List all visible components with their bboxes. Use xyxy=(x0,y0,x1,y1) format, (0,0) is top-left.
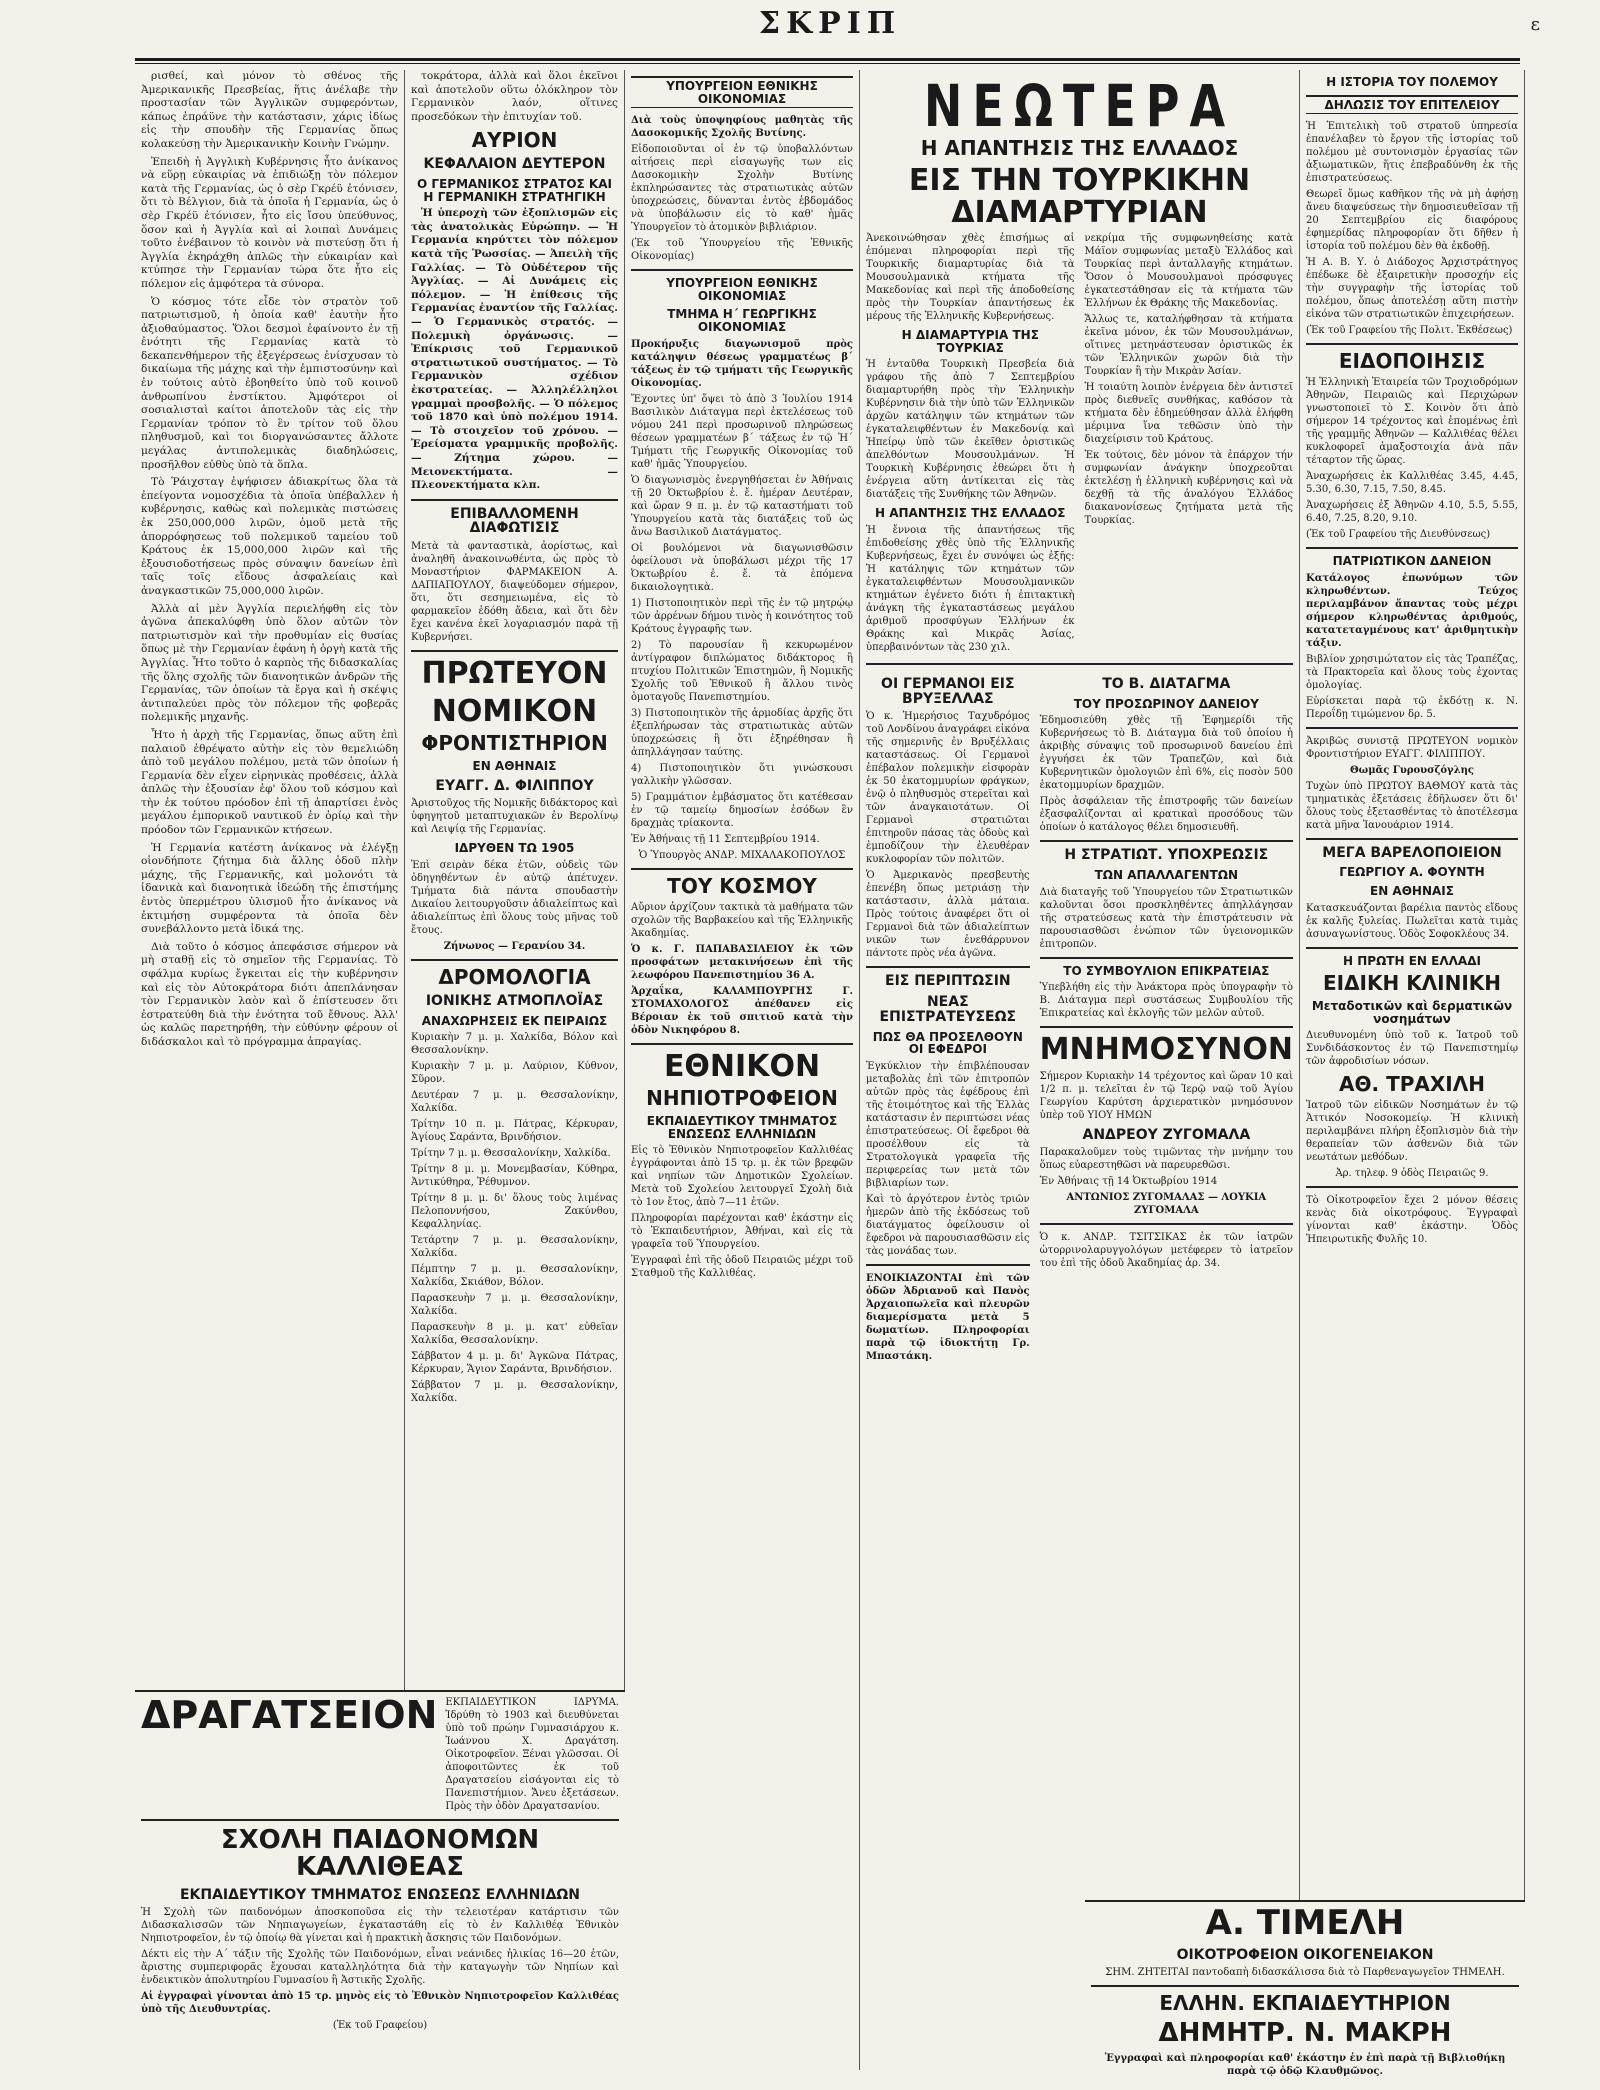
article-text: Τὸ Ῥάιχσταγ ἐψήφισεν ἀδιακρίτως ὅλα τὰ ἐπείγοντα νομοσχέδια τὰ ὁποῖα ὑπέβαλλεν ἡ κυβέρνησις, καθὼς καὶ πολεμικὰς πιστώσεις ἐκ 250,000,000 λιρῶν, ὁμοῦ μετὰ τῆς ἀπορρόφησεως τοῦ πολεμικοῦ ταμείου τοῦ Κράτους ἐκ 15,000,000 λιρῶν καὶ τῆς ἐξουσιοδοτήσεως πρὸς σύναψιν δανείων ἐπὶ ταῖς τοῖς εἴδους ἀσφαλείαις καὶ ἀναγκαστικῶν 75,000,000 λιρῶν. xyxy=(141,476,398,597)
divider xyxy=(1040,1223,1293,1225)
headline-notice: ΕΙΔΟΠΟΙΗΣΙΣ xyxy=(1338,349,1486,374)
divider xyxy=(866,663,1293,665)
route-item: Σάββατον 7 μ. μ. Θεσσαλονίκην, Χαλκίδα. xyxy=(411,1380,618,1405)
divider xyxy=(1306,343,1518,345)
headline-cases-2: ΝΕΑΣ ΕΠΙΣΤΡΑΤΕΥΣΕΩΣ xyxy=(879,994,1017,1025)
headline-law: ΝΟΜΙΚΟΝ xyxy=(431,693,598,729)
history-text: Ἡ Α. Β. Υ. ὁ Διάδοχος Ἀρχιστράτηγος ἐπέδωκε δὲ ἐξαιρετικὴν προσοχήν εἰς τὴν συγγραφὴν τῆς ἱστορίας τοῦ πολέμου, ὅπως ἀποτελέσῃ αὕτη πιστὴν εἰκόνα τῶν στρατιωτικῶν ἐπιχειρήσεων. xyxy=(1306,257,1518,321)
article-text: Ἐπειδὴ ἡ Ἀγγλικὴ Κυβέρνησις ἦτο ἀνίκανος νὰ εὕρῃ εὐκαιρίας νὰ ἐπιδιώξῃ τὸν πόλεμον κατὰ τῆς Γερμανίας, ὡς ὁ σὲρ Γκρέϋ ἐτόνισεν, ὅτι τὸ Βέλγιον, διὰ τὰ ὁποῖα ἡ Γερμανία, ὡς ὁ σὲρ Γκρέϋ ἐτόνισεν, ἦτο εἰς ἴσου ὑπεύθυνος, ὅσον καὶ ἡ Ἀγγλία καὶ αἱ λοιπαὶ Δυνάμεις τοῦτο ἐνέβαινον τὸ κοινὸν νὰ πιστεύσῃ ὅτι ἡ Ἀγγλία ἐκηράχθη ἀπλῶς τὴν εὐκαιρίαν καὶ κτύπησε τὴν Γερμανίαν τώρα ὅτε ἦτο εἰς πόλεμον εἰς ἀμφότερα τὰ σύνορα. xyxy=(141,155,398,290)
two-column-block xyxy=(866,232,1293,657)
headline-correction: ΕΠΙΒΑΛΛΟΜΕΝΗ ΔΙΑΦΩΤΙΣΙΣ xyxy=(450,505,579,537)
route-item: Παρασκευὴν 7 μ. μ. Θεσσαλονίκην, Χαλκίδα. xyxy=(411,1293,618,1318)
headline-subtitle: Ο ΓΕΡΜΑΝΙΚΟΣ ΣΤΡΑΤΟΣ ΚΑΙ Η ΓΕΡΜΑΝΙΚΗ ΣΤΡΑΤΗΓΙΚΗ xyxy=(417,177,612,204)
article-text: Ὁ κόσμος τότε εἶδε τὸν στρατὸν τοῦ πατριωτισμοῦ, ἡ ὁποία καθ' ἑαυτὴν ἦτο ἀξιοθαύμαστος. Ὅλοι δεσμοὶ ἐφαίνοντο ἐν τῇ ἐνότητι τῆς Γερμανίας κατὰ τὸ δεκαπενθήμερον τῆς ἐξεγέρσεως ἐνίσχυσαν τὸ δικαίωμα τῆς μάχης καὶ τὴν ἐμπιστοσύνην καὶ ἐν τούτοις αὐτὸ ἐβοηθείτο ὑπὸ τοῦ κοινοῦ ἀνθρωπίνου ἐνστίκτου. Ἀμφότεροι οἱ σοσιαλισταὶ καίτοι ἀποτελοῦν τὰς εἰς τὴν Γερμανίαν τρόπον τὸ ἓν τρίτον τοῦ ὅλου πληθυσμοῦ, καὶ τοι διοργανώσαντες ἄλλοτε μεγάλας ἀντιπολεμικὰς διαδηλώσεις, προσῆλθον εὐθὺς ὑπὸ τὰ ὅπλα. xyxy=(141,295,398,471)
subcolumn-right xyxy=(1085,232,1294,657)
article-text: ρισθεί, καὶ μόνον τὸ σθένος τῆς Ἀμερικανικῆς Πρεσβείας, ἥτις ἀνέλαβε τὴν προστασίαν τῶν Ἀγγλικῶν συμφερόντων, κάπως ἐπράϋνε τὴν κατάστασιν, χάρις ἰδίως εἰς τὴν σπουδὴν τῆς Γερμανίας ὅπως κολακεύσῃ τὴν Ἀμερικανικὴν Κοινὴν Γνώμην. xyxy=(141,70,398,150)
kallithea-text: (Ἐκ τοῦ Γραφείου) xyxy=(332,2020,428,2032)
ministry-text: Οἱ βουλόμενοι νὰ διαγωνισθῶσιν ὀφείλουσι νὰ ὑποβάλωσι μέχρι τῆς 17 Ὀκτωβρίου ἐ. ἔ. τὰ ἑπόμενα δικαιολογητικὰ. xyxy=(631,542,853,593)
headline-clinic: Η ΠΡΩΤΗ ΕΝ ΕΛΛΑΔΙ xyxy=(1343,953,1481,968)
divider xyxy=(631,269,853,271)
history-text: Ἡ Ἐπιτελικὴ τοῦ στρατοῦ ὑπηρεσία ἐπανέλαβεν τὸ ἔργον τῆς ἱστορίας τοῦ πολέμου μὲ συντονισμὸν ἐργασίας τῶν ἀξιωματικῶν, ἥτις ἐπεβραδύνθη ἐκ τῆς ἐπιστρατεύσεως. xyxy=(1306,121,1518,185)
ministry-text: Προκήρυξις διαγωνισμοῦ πρὸς κατάληψιν θέσεως γραμματέως β΄ τάξεως ἐν τῷ τμήματι τῆς Γεωργικῆς Οἰκονομίας. xyxy=(631,338,853,389)
headline-athens: ΕΝ ΑΘΗΝΑΙΣ xyxy=(472,759,557,774)
headline-council: ΤΟ ΣΥΜΒΟΥΛΙΟΝ ΕΠΙΚΡΑΤΕΙΑΣ xyxy=(1063,963,1270,978)
headline-loan: ΠΑΤΡΙΩΤΙΚΟΝ ΔΑΝΕΙΟΝ xyxy=(1332,554,1492,569)
divider xyxy=(411,959,618,961)
makri-text: Ἐγγραφαὶ καὶ πληροφορίαι καθ' ἑκάστην ἐν ἐπὶ παρὰ τῇ Βιβλιοθήκῃ παρὰ τῷ ὁδῷ Κλαυθμῶνος. xyxy=(1104,2052,1506,2077)
notice-text: Ἡ Ἑλληνικὴ Ἑταιρεία τῶν Τροχιοδρόμων Ἀθηνῶν, Πειραιῶς καὶ Περιχώρων γνωστοποιεῖ τὸ Σ. Κοινὸν ὅτι ἀπὸ σήμερον 14 τρέχοντος καὶ ἑπομένως ἐπὶ τῆς γραμμῆς Ἀθηνῶν — Καλλιθέας θέλει κυκλοφορεῖ ἁμαξοστοιχία ἀνὰ πᾶν τέταρτον τῆς ὥρας. xyxy=(1306,377,1518,467)
reply-text: Ἡ ἔννοια τῆς ἀπαντήσεως τῆς ἐπιδοθείσης χθὲς ὑπὸ τῆς Ἑλληνικῆς Κυβερνήσεως, ἔχει ἐν συνόψει ὡς ἑξῆς: Ἡ κατάληψις τῶν κτημάτων τῶν ἐγκαταλειφθέντων Μουσουλμανικῶν κτημάτων ἐγένετο διότι ἡ ἐπιτακτικὴ ἀνάγκη τῆς ἐγκαταστάσεως μεγάλου ἀριθμοῦ προσφύγων Ἑλλήνων ἐκ Θράκης καὶ Μικρᾶς Ἀσίας, ὑπερβαινόντων τὰς 230 χιλ. xyxy=(866,525,1075,654)
ministry-text: Ἔχοντες ὑπ' ὄψει τὸ ἀπὸ 3 Ἰουλίου 1914 Βασιλικὸν Διάταγμα περὶ ἐκτελέσεως τοῦ νόμου 241 περὶ προσωρινοῦ πληρώσεως θέσεων γραμματέων β΄ τάξεως ἐν τῷ Ἡ΄ Τμήματι τῆς Γεωργικῆς Οἰκονομίας τοῦ καθ' ἡμᾶς Ὑπουργείου. xyxy=(631,393,853,470)
subcolumn-left xyxy=(866,232,1075,657)
article-text: Ἡ Γερμανία κατέστη ἀνίκανος νὰ ἐλέγξῃ οἱονδήποτε ζήτημα διὰ ἄλλης ὁδοῦ πλὴν μάχης, τῆς Γερμανικῆς, καὶ μολονότι τὰ ἰδανικὰ καὶ διανοητικὰ ἰδεώδη τῆς ἐπιστήμης ἐντὸς ὑπερμέτρου ὑλισμοῦ ἦτο ἀνίκανος νὰ ἐκτιμήσῃ συμφέροντα τὰ ὁποῖα δὲν συνεβάλλοντο μετὰ ἰδικά της. xyxy=(141,841,398,936)
loan-text: Εὑρίσκεται παρὰ τῷ ἐκδότῃ κ. Ν. Περοΐδῃ τιμώμενον δρ. 5. xyxy=(1306,695,1518,720)
subcolumn-right xyxy=(1040,671,1293,1366)
wine-text: Κατασκευάζονται βαρέλια παντὸς εἴδους ἐκ καλῆς ξυλείας. Πωλεῖται κατὰ τιμὰς ἀσυναγωνίστους. Ὁδὸς Σοφοκλέους 34. xyxy=(1306,902,1518,940)
article-text: Ἀλλὰ αἱ μὲν Ἀγγλία περιελήφθη εἰς τὸν ἀγῶνα ἀπεκαλύφθη ὑπὸ ὅλον αὐτῶν τὸν πατριωτισμὸν καὶ τὴν προθυμίαν εἰς θυσίας ὅπως μὲ τὴν Γερμανίαν ἐφάνη ἡ ὀργὴ κατὰ τῆς Ἀγγλίας. Ἦτο τοῦτο ὁ καρπὸς τῆς διδασκαλίας τῆς ὅλης σχολῆς τῶν διανοητικῶν ἀνδρῶν τῆς Γερμανίας, τῶν ὁποίων τὰ ἔργα καὶ ἡ σκέψις ἀντιπαλεύει πρὸς τὸν πόλεμον τῆς φοβερᾶς πολεμικῆς μηχανῆς. xyxy=(141,602,398,724)
page-mark: ε xyxy=(1530,14,1540,35)
memorial-name: ΑΝΔΡΕΟΥ ΖΥΓΟΜΑΛΑ xyxy=(1082,1126,1251,1143)
headline-decree-2: ΤΟΥ ΠΡΟΣΩΡΙΝΟΥ ΔΑΝΕΙΟΥ xyxy=(1073,696,1259,711)
divider xyxy=(1040,840,1293,842)
headline-decree: ΤΟ Β. ΔΙΑΤΑΓΜΑ xyxy=(1102,676,1231,693)
germans-text: Ὁ κ. Ἡμερήσιος Ταχυδρόμος τοῦ Λονδίνου ἀναγράφει εἰκόνα τῆς σημερινῆς ἐν Βρυξέλλαις καταστάσεως. Οἱ Γερμανοὶ ἐπέβαλον πολεμικὴν εἰσφορὰν ἐκ 50 ἑκατομμυρίων φράγκων, ἐνῷ ὁ πληθυσμὸς στερεῖται καὶ τῶν ἀναγκαιοτάτων. Οἱ Γερμανοὶ στρατιῶται ἐπιτηροῦν πάσας τὰς ὁδοὺς καὶ ἐμποδίζουν τὴν ἐλευθέραν κυκλοφορίαν τῶν πολιτῶν. xyxy=(866,711,1030,866)
clinic-text: Ἀρ. τηλεφ. 9 ὁδὸς Πειραιῶς 9. xyxy=(1335,1168,1489,1180)
pupil-text: Τυχὼν ὑπὸ ΠΡΩΤΟΥ ΒΑΘΜΟΥ κατὰ τὰς τμηματικὰς ἐξετάσεις ἐδῆλωσεν ὅτι δι' ὅλους τοὺς ἐξετασθέντας τὸ ἀποτέλεσμα κατὰ μῆνα Ἰανουάριον 1914. xyxy=(1306,780,1518,831)
kallithea-text: Αἱ ἐγγραφαὶ γίνονται ἀπὸ 15 τρ. μηνὸς εἰς τὸ Ἐθνικὸν Νηπιοτροφεῖον Καλλιθέας ὑπὸ τῆς Διευθυντρίας. xyxy=(141,1991,619,2016)
ministry-text: (Ἐκ τοῦ Ὑπουργείου τῆς Ἐθνικῆς Οἰκονομίας) xyxy=(631,238,853,263)
headline-wine: ΜΕΓΑ ΒΑΡΕΛΟΠΟΙΕΙΟΝ xyxy=(1322,844,1502,861)
masthead-rule-thin xyxy=(135,63,1520,64)
headline-kallithea-2: ΕΚΠΑΙΔΕΥΤΙΚΟΥ ΤΜΗΜΑΤΟΣ ΕΝΩΣΕΩΣ ΕΛΛΗΝΙΔΩΝ xyxy=(179,1886,581,1903)
nursery-text: Εἰς τὸ Ἐθνικὸν Νηπιοτροφεῖον Καλλιθέας ἐγγράφονται ἀπὸ 15 τρ. μ. ἐκ τῶν βρεφῶν καὶ νηπίων τῶν Δημοτικῶν Σχολείων. Μετὰ τοῦ Σχολείου λειτουργεῖ Σχολὴ διὰ τὸ 1ον ἔτος, ἀπὸ 7—11 ἐτῶν. xyxy=(631,1145,853,1209)
column-5 xyxy=(1300,70,1525,2070)
headline-company: ΙΟΝΙΚΗΣ ΑΤΜΟΠΛΟΪΑΣ xyxy=(425,992,604,1009)
divider xyxy=(1306,947,1518,949)
school-address: Ζήνωνος — Γερανίου 34. xyxy=(443,940,586,952)
route-item: Τρίτην 8 μ. μ. δι' ὅλους τοὺς λιμένας Πελοποννήσου, Ζακύνθου, Κεφαλληνίας. xyxy=(411,1193,618,1231)
divider xyxy=(866,1264,1030,1266)
divider xyxy=(866,966,1030,968)
headline-history-2: ΔΗΛΩΣΙΣ ΤΟΥ ΕΠΙΤΕΛΕΙΟΥ xyxy=(1306,95,1518,115)
ministry-text: 3) Πιστοποιητικὸν τῆς ἁρμοδίας ἀρχῆς ὅτι ἐξεπλήρωσαν τὰς στρατιωτικὰς αὐτῶν ὑποχρεώσεις ἢ ὅτι ἐξηρέθησαν ἢ ἀπηλλάγησαν ταύτης. xyxy=(631,707,853,758)
headline-chapter: ΚΕΦΑΛΑΙΟΝ ΔΕΥΤΕΡΟΝ xyxy=(423,156,606,173)
ministry-text: 4) Πιστοποιητικὸν ὅτι γινώσκουσι γαλλικὴν γλῶσσαν. xyxy=(631,762,853,787)
route-item: Τρίτην 7 μ. μ. Θεσσαλονίκην, Χαλκίδα. xyxy=(411,1148,611,1160)
headline-history: Η ΙΣΤΟΡΙΑ ΤΟΥ ΠΟΛΕΜΟΥ xyxy=(1326,75,1498,89)
nursery-text: Πληροφορίαι παρέχονται καθ' ἑκάστην εἰς τὸ Ἐκπαιδευτήριον, Ἀθήναι, καὶ εἰς τὰ γραφεῖα τοῦ Ὑπουργείου. xyxy=(631,1213,853,1251)
pupil-signature: Θωμᾶς Γυρουσζόγλης xyxy=(1349,764,1475,776)
divider xyxy=(631,868,853,870)
headline-thymeli: Α. ΤΙΜΕΛΗ xyxy=(1205,1903,1405,1943)
headline-school: ΦΡΟΝΤΙΣΤΗΡΙΟΝ xyxy=(421,731,608,756)
divider xyxy=(1306,547,1518,549)
headline-protest: Η ΔΙΑΜΑΡΤΥΡΙΑ ΤΗΣ ΤΟΥΡΚΙΑΣ xyxy=(901,328,1039,355)
headline-makri-2: ΔΗΜΗΤΡ. Ν. ΜΑΚΡΗ xyxy=(1158,2018,1452,2049)
headline-section: ΤΜΗΜΑ Η΄ ΓΕΩΡΓΙΚΗΣ ΟΙΚΟΝΟΜΙΑΣ xyxy=(667,307,817,334)
route-item: Δευτέραν 7 μ. μ. Θεσσαλονίκην, Χαλκίδα. xyxy=(411,1090,618,1115)
headline-latest: ΝΕΩΤΕΡΑ xyxy=(923,72,1236,140)
article-text: Διὰ τοῦτο ὁ κόσμος ἀπεφάσισε σήμερον νὰ μὴ σταθῇ εἰς τὸ σημεῖον τῆς Γερμανίας. Τὸ σφάλμα κυρίως ἔγκειται εἰς τὴν κυβέρνησιν καὶ εἰς τὸν Αὐτοκράτορα διότι ἀπεπλάνησαν τὸν Γερμανικὸν λαὸν καὶ ὅ ἐπίστευσεν ὅτι ἐστρατεύθη διὰ τὴν ἑνότητα τοῦ ἔθνους. Ἀλλ' ὡς καλῶς παρετηρήθη, τὴν εὐθύνην φέρουν οἱ διδάσκαλοι καὶ τὸ πρόγραμμα ἀπραγίας. xyxy=(141,940,398,1048)
divider xyxy=(1091,1985,1519,1987)
divider xyxy=(1306,838,1518,840)
cases-text: Ἐγκύκλιον τὴν ἐπιβλέπουσαν μεταβολὰς ἐπὶ τῶν ἐπιτροπῶν αὐτῶν πρὸς τὰς ἐφέδρους ἐπὶ τῆς ἑτοιμότητος καὶ τῆς Ἐλλὰς κατάστασιν ἐν περιπτώσει νέας ἐπιστρατεύσεως. Οἱ ἔφεδροι θὰ προσέλθουν εἰς τὰ Στρατολογικὰ γραφεῖα τῆς περιφερείας των μετὰ τῶν βιβλιαρίων των. xyxy=(866,1060,1030,1189)
divider xyxy=(411,499,618,501)
memorial-text: Ἐν Ἀθήναις τῇ 14 Ὀκτωβρίου 1914 xyxy=(1039,1176,1218,1188)
decree-text: Πρὸς ἀσφάλειαν τῆς ἐπιστροφῆς τῶν δανείων ἐξασφαλίζονται αἱ κρατικαὶ προσόδους τῶν ὁποίων ὁ κατάλογος θέλει δημοσιευθῆ. xyxy=(1039,796,1293,834)
headline-nursery: ΝΗΠΙΟΤΡΟΦΕΙΟΝ xyxy=(646,1086,838,1111)
route-item: Σάββατον 4 μ. μ. δι' Ἀγκῶνα Πάτρας, Κέρκυραν, Ἅγιον Σαράντα, Βρινδήσιον. xyxy=(411,1351,618,1376)
school-text: Ἀριστοῦχος τῆς Νομικῆς διδάκτορος καὶ ὑφηγητοῦ μεταπτυχιακῶν ἐν Βερολίνῳ καὶ Λειψίᾳ τῆς Γερμανίας. xyxy=(411,798,618,836)
school-text: Ἐπὶ σειρὰν δέκα ἐτῶν, οὐδεὶς τῶν ὁδηγηθέντων ἐν αὐτῷ ἀπέτυχεν. Τμήματα διὰ πάντα σπουδαστὴν Δικαίου λειτουργοῦσιν ἀδιαλείπτως καὶ ἀδιαλείπτως ἐπὶ ὅλους τοὺς μῆνας τοῦ ἔτους. xyxy=(411,859,618,936)
headline-cases-3: ΠΩΣ ΘΑ ΠΡΟΣΕΛΘΟΥΝ ΟΙ ΕΦΕΔΡΟΙ xyxy=(872,1029,1023,1057)
reply-text: Ἡ ἐνταῦθα Τουρκικὴ Πρεσβεία διὰ γράφου τῆς ἀπὸ 7 Σεπτεμβρίου διαμαρτυρήθη πρὸς τὴν Ἑλληνικὴν Κυβέρνησιν διὰ τὴν ὑπὸ τῶν Ἑλληνικῶν ἀρχῶν κατάληψιν τῶν κτημάτων τῶν ἐγκαταλειφθέντων ἐν Μακεδονίᾳ καὶ Ἠπείρῳ ὑπὸ τῶν ἐκεῖθεν ὁριστικῶς ἀπελθόντων Μουσουλμάνων. Ἡ Τουρκικὴ Κυβέρνησις ἐθεώρει ὅτι ἡ ἐνέργεια αὕτη ἀντίκειται εἰς τὰς διατάξεις τῆς Συνθήκης τῶν Ἀθηνῶν. xyxy=(866,359,1075,501)
reply-text: Ἡ τοιαύτη λοιπὸν ἐνέργεια δὲν ἀντιστεῖ πρὸς διεθνεῖς συνθήκας, καθόσον τὰ κτήματα δὲν ἐδημεύθησαν ἀλλὰ ἐλήφθη μέριμνα ἵνα τεθῶσιν ὑπὸ τὴν διαχείρισιν τοῦ Κράτους. xyxy=(1084,382,1293,446)
headline-germans: ΟΙ ΓΕΡΜΑΝΟΙ ΕΙΣ ΒΡΥΞΕΛΛΑΣ xyxy=(881,676,1015,707)
ministry-text: 2) Τὸ παρουσίαν ἢ κεκυρωμένον ἀντίγραφον διπλώματος διδάκτορος ἢ πτυχίου Πολιτικῶν Ἐπιστημῶν, ἢ Νομικῆς Σχολῆς τοῦ Ἐθνικοῦ ἢ ἄλλου τινὸς ὁμοταγοῦς Πανεπιστημίου. xyxy=(631,639,853,703)
chapter-summary: Ἡ ὑπεροχὴ τῶν ἐξοπλισμῶν εἰς τὰς ἀνατολικὰς Εὐρώπην. — Ἡ Γερμανία κηρύττει τὸν πόλεμον κατὰ τῆς Ῥωσσίας. — Ἀπειλὴ τῆς Γαλλίας. — Τὸ Οὐδέτερον τῆς Ἀγγλίας. — Αἱ Δυνάμεις εἰς πόλεμον. — Ἡ ἐπίθεσις τῆς Γερμανίας ἐναντίον τῆς Γαλλίας. — Ὁ Γερμανικὸς στρατός. — Πολεμικὴ ὀργάνωσις. — Ἐπίκρισις τοῦ Γερμανικοῦ στρατιωτικοῦ συστήματος. — Τὸ Γερμανικὸν σχέδιον ἐκστρατείας. — Ἀλληλέλληλοι γραμμαὶ προσβολῆς. — Ὁ πόλεμος τοῦ 1870 καὶ ὑπὸ πολέμου 1914. — Τὸ στοιχεῖον τοῦ χρόνου. — Ἐρείσματα γραμμικῆς προβολῆς. — Ζήτημα χώρου. — Μειονεκτήματα. — Πλεονεκτήματα κλπ. xyxy=(411,207,618,492)
reply-text: Ἐκ τούτοις, δὲν μόνον τὰ ἐπάρχον τήν συμφωνίαν ἀνάγκην ὑποχρεοῦται ἐκτελέσῃ ἡ ἑλληνικὴ κυβέρνησις καὶ νὰ δεχθῇ τὰ τῆς ἀναλόγου Ἑλλάδος διακανονίσεως ζητήματα μετὰ τῆς Τουρκίας. xyxy=(1084,450,1293,527)
decree-text: Ἐδημοσιεύθη χθὲς τῇ Ἐφημερίδι τῆς Κυβερνήσεως τὸ Β. Διάταγμα διὰ τοῦ ὁποίου ἡ ἀκριβὴς σύναψις τοῦ προσωρινοῦ δανείου ἐπὶ ἐγγυήσει ἐκ τῶν Τραπεζῶν, καὶ διὰ Κυβερνητικῶν ὁμολογιῶν ἐπὶ 6%, εἰς ποσὸν 500 ἑκατομμυρίων δραχμῶν. xyxy=(1039,715,1293,792)
world-text: Ἀρχαΐκα, ΚΑΛΑΜΠΟΥΡΓΗΣ Γ. ΣΤΟΜΑΧΟΛΟΓΟΣ ἀπέθανεν εἰς Βέροιαν ἐκ τοῦ σπιτιοῦ κατὰ τὴν ὁδὸν Νικηφόρου 8. xyxy=(631,985,853,1036)
headline-makri: ΕΛΛΗΝ. ΕΚΠΑΙΔΕΥΤΗΡΙΟΝ xyxy=(1159,1991,1451,2016)
loan-text: Κατάλογος ἐπωνύμων τῶν κληρωθέντων. Τεύχος περιλαμβάνον ἅπαντας τοὺς μέχρι σήμερον κληρωθέντας ἀριθμούς, κατατεταγμένους κατ' ἀριθμητικὴν τάξιν. xyxy=(1306,572,1518,649)
masthead-rule xyxy=(135,58,1520,61)
ministry-text: Ἐν Ἀθήναις τῇ 11 Σεπτεμβρίου 1914. xyxy=(631,833,820,845)
clinic-text: Διευθυνομένη ὑπὸ τοῦ κ. Ἰατροῦ τοῦ Συνδιδάσκοντος ἐν τῷ Πανεπιστημίῳ τῶν ἀφροδισίων νόσων. xyxy=(1306,1030,1518,1068)
world-text: Ὁ κ. Γ. ΠΑΠΑΒΑΣΙΛΕΙΟΥ ἐκ τῶν προσφάτων μετακινήσεων ἐπὶ τῆς λεωφόρου Πανεπιστημίου 36 Α. xyxy=(631,943,853,981)
ministry-text: 5) Γραμμάτιον ἐμβάσματος ὅτι κατέθεσαν ἐν τῷ ταμείῳ δημοσίων ἐσόδων ἓν δραχμὰς τρίακοντα. xyxy=(631,791,853,829)
headline-clinic-3: Μεταδοτικῶν καὶ δερματικῶν νοσημάτων xyxy=(1311,999,1513,1026)
loan-text: Βιβλίον χρησιμώτατον εἰς τὰς Τραπέζας, τὰ Πρακτορεῖα καὶ ὅλους τοὺς ἐχοντας ὁμολογίας. xyxy=(1306,653,1518,691)
headline-ministry: ΥΠΟΥΡΓΕΙΟΝ ΕΘΝΙΚΗΣ ΟΙΚΟΝΟΜΙΑΣ xyxy=(631,76,853,108)
headline-doctor: ΑΘ. ΤΡΑΧΙΛΗ xyxy=(1339,1072,1485,1097)
headline-clinic-2: ΕΙΔΙΚΗ ΚΛΙΝΙΚΗ xyxy=(1322,971,1502,996)
route-item: Τρίτην 10 π. μ. Πάτρας, Κέρκυραν, Ἁγίους Σαράντα, Βρινδήσιον. xyxy=(411,1119,618,1144)
military-text: Διὰ διαταγῆς τοῦ Ὑπουργείου τῶν Στρατιωτικῶν καλοῦνται ὅσοι προσκληθέντες ἀπηλλάγησαν τῆς στρατεύσεως κατὰ τὴν ἐπιστράτευσιν νὰ παρουσιασθῶσι ἐνώπιον τῶν ὑγειονομικῶν ἐπιτροπῶν. xyxy=(1039,886,1293,950)
headline-first: ΠΡΩΤΕΥΟΝ xyxy=(421,656,608,692)
ministry-signature: Ὁ Ὑπουργὸς ΑΝΔΡ. ΜΙΧΑΛΑΚΟΠΟΥΛΟΣ xyxy=(638,849,846,861)
history-text: (Ἐκ τοῦ Γραφείου τῆς Πολιτ. Ἐκθέσεως) xyxy=(1306,325,1513,337)
notice-text: Ἀναχωρήσεις ἐκ Καλλιθέας 3.45, 4.45, 5.30, 6.30, 7.15, 7.50, 8.45. xyxy=(1306,471,1518,496)
reply-text: νεκρίμα τῆς συμφωνηθείσης κατὰ Μάϊον συμφωνίας μεταξὺ Ἑλλάδος καὶ Τουρκίας περὶ ἀνταλλαγῆς κτημάτων. Ὅσον ὁ Μουσουλμανοὶ πρόσφυγες ἐγκατεστάθησαν εἰς τὰ κτήματα τῶν Ἑλλήνων ἐκ Θράκης τῆς Μακεδονίας. xyxy=(1084,233,1293,310)
headline-answer: Η ΑΠΑΝΤΗΣΙΣ ΤΗΣ ΕΛΛΑΔΟΣ xyxy=(875,506,1066,521)
column-4 xyxy=(860,70,1300,2070)
pupil-text: Ἀκριβῶς συνιστᾷ ΠΡΩΤΕΥΟΝ νομικὸν Φροντιστήριον ΕΥΑΓΓ. ΦΙΛΙΠΠΟΥ. xyxy=(1306,735,1518,760)
headline-routes: ΔΡΟΜΟΛΟΓΙΑ xyxy=(438,964,591,989)
headline-reply-2: ΕΙΣ ΤΗΝ ΤΟΥΡΚΙΚΗΝ ΔΙΑΜΑΡΤΥΡΙΑΝ xyxy=(908,163,1251,230)
divider xyxy=(1040,1026,1293,1028)
headline-reply: Η ΑΠΑΝΤΗΣΙΣ ΤΗΣ ΕΛΛΑΔΟΣ xyxy=(920,136,1239,161)
world-text: Αὔριον ἀρχίζουν τακτικὰ τὰ μαθήματα τῶν σχολῶν τῆς Βαρβακείου καὶ τῆς Ἑλληνικῆς Ἀκαδημίας. xyxy=(631,901,853,939)
divider xyxy=(1306,1186,1518,1188)
headline-cases: ΕΙΣ ΠΕΡΙΠΤΩΣΙΝ xyxy=(885,973,1011,990)
bottom-left-ads xyxy=(135,1690,625,2080)
reply-text: Ἄλλως τε, καταλήφθησαν τὰ κτήματα ἐκεῖνα μόνον, ἐκ τῶν Μουσουλμάνων, οἵτινες μετηνάστευσαν ὁριστικῶς ἐκ τῶν Ἑλληνικῶν χωρῶν διὰ τὴν Τουρκίαν ἢ τὴν Μικρὰν Ἀσίαν. xyxy=(1084,314,1293,378)
route-item: Κυριακὴν 7 μ. μ. Χαλκίδα, Βόλον καὶ Θεσσαλονίκην. xyxy=(411,1032,618,1057)
dragatseion-text: ΕΚΠΑΙΔΕΥΤΙΚΟΝ ΙΔΡΥΜΑ. Ἱδρύθη τὸ 1903 καὶ διευθύνεται ὑπὸ τοῦ πρώην Γυμνασιάρχου κ. Ἰωάννου Χ. Δραγάτση. Οἰκοτροφεῖον. Ξέναι γλῶσσαι. Οἱ ἀποφοιτῶντες ἐκ τοῦ Δραγατσείου εἰσάγονται εἰς τὸ Πανεπιστήμιον. Ἄνευ ἐξετάσεων. Πρὸς τὴν ὁδὸν Δραγατσανίου. xyxy=(445,1697,619,1812)
headline-memorial: ΜΝΗΜΟΣΥΝΟΝ xyxy=(1039,1032,1293,1068)
ministry-text: Διὰ τοὺς ὑποψηφίους μαθητὰς τῆς Δασοκομικῆς Σχολῆς Βυτίνης. xyxy=(631,115,853,140)
headline-national-sub: ΕΚΠΑΙΔΕΥΤΙΚΟΥ ΤΜΗΜΑΤΟΣ ΕΝΩΣΕΩΣ ΕΛΛΗΝΙΔΩΝ xyxy=(646,1114,838,1141)
thymeli-text: ΣΗΜ. ΖΗΤΕΙΤΑΙ παντοδαπὴ διδασκάλισσα διὰ τὸ Παρθεναγωγεῖον ΤΗΜΕΛΗ. xyxy=(1105,1967,1505,1979)
bottom-right-ads xyxy=(1085,1900,1525,2085)
route-item: Πέμπτην 7 μ. μ. Θεσσαλονίκην, Χαλκίδα, Σκιάθον, Βόλον. xyxy=(411,1264,618,1289)
clinic-text: Ἰατροῦ τῶν εἰδικῶν Νοσημάτων ἐν τῷ Ἀττικόν Νοσοκομείῳ. Ἡ κλινικὴ περιλαμβάνει πλήρη ἐξοπλισμὸν διὰ τὴν θεραπείαν τῶν ἀσθενῶν διὰ τῶν νεωτάτων μεθόδων. xyxy=(1306,1100,1518,1164)
doctor-notice: Ὁ κ. ΑΝΔΡ. ΤΣΙΤΣΙΚΑΣ ἐκ τῶν ἰατρῶν ὠτορρινολαρυγγολόγων μετέφερεν τὸ ἰατρεῖον του ἐπὶ τῆς ὁδοῦ Ἀκαδημίας ἀρ. 34. xyxy=(1039,1232,1293,1270)
kallithea-text: Ἡ Σχολὴ τῶν παιδονόμων ἀποσκοποῦσα εἰς τὴν τελειοτέραν κατάρτισιν τῶν Διδασκαλισσῶν τῶν Νηπιαγωγείων, ἐγκαταστάθη εἰς τὸ ἐν Καλλιθέᾳ Ἐθνικὸν Νηπιοτροφεῖον, ἐν τῷ ὁποίῳ θὰ γίνεται καὶ ἡ πρακτικὴ ἄσκησις τῶν Παιδονόμων. xyxy=(141,1907,619,1945)
memorial-signature: ΑΝΤΩΝΙΟΣ ΖΥΓΟΜΑΛΑΣ — ΛΟΥΚΙΑ ΖΥΓΟΜΑΛΑ xyxy=(1066,1192,1267,1217)
headline-departures: ΑΝΑΧΩΡΗΣΕΙΣ ΕΚ ΠΕΙΡΑΙΩΣ xyxy=(421,1013,608,1028)
council-text: Ὑπεβλήθη εἰς τὴν Ἀνάκτορα πρὸς ὑπογραφὴν τὸ Β. Διάταγμα περὶ συστάσεως Συμβουλίου τῆς Ἐπικρατείας καὶ ἐκλογῆς τῶν μελῶν αὐτοῦ. xyxy=(1039,982,1293,1020)
divider xyxy=(411,650,618,652)
divider xyxy=(141,1819,619,1821)
dragatseion-block xyxy=(141,1693,619,1813)
germans-text: Ὁ Ἀμερικανὸς πρεσβευτὴς ἐπενέβη ὅπως μετριάσῃ τὴν κατάστασιν, ἀλλὰ μάταια. Πρὸς τούτοις ἀναφέρει ὅτι οἱ Γερμανοὶ διὰ τῶν ἀδιαλείπτων νικῶν των ἐνεθάρρυνον πάντοτε πρὸς νέα ἀγῶνα. xyxy=(866,870,1030,960)
nursery-text: Ἐγγραφαὶ ἐπὶ τῆς ὁδοῦ Πειραιῶς μέχρι τοῦ Σταθμοῦ τῆς Καλλιθέας. xyxy=(631,1255,853,1280)
headline-wine-2: ΓΕΩΡΓΙΟΥ Α. ΦΟΥΝΤΗ xyxy=(1339,865,1485,880)
cases-text: Καὶ τὸ ἀργότερον ἐντὸς τριῶν ἡμερῶν ἀπὸ τῆς ἐκδόσεως τοῦ διατάγματος ὀφείλουσιν οἱ ἔφεδροι νὰ παρουσιασθῶσιν εἰς τὰς μονάδας των. xyxy=(866,1193,1030,1257)
headline-director: ΕΥΑΓΓ. Δ. ΦΙΛΙΠΠΟΥ xyxy=(435,777,594,794)
route-item: Τετάρτην 7 μ. μ. Θεσσαλονίκην, Χαλκίδα. xyxy=(411,1235,618,1260)
headline-avrion: ΑΥΡΙΟΝ xyxy=(471,128,558,153)
headline-ministry: ΥΠΟΥΡΓΕΙΟΝ ΕΘΝΙΚΗΣ ΟΙΚΟΝΟΜΙΑΣ xyxy=(666,276,818,303)
divider xyxy=(631,1043,853,1045)
ministry-text: 1) Πιστοποιητικὸν περὶ τῆς ἐν τῷ μητρῴῳ τῶν ἀρρένων δήμου τινὸς ἡ κοινότητος τοῦ Κράτους ἐγγραφῆς των. xyxy=(631,597,853,635)
two-column-block xyxy=(866,671,1293,1366)
correction-text: Μετὰ τὰ φανταστικὰ, ἀορίστως, καὶ ἀναληθῆ ἀνακοινωθέντα, ὡς πρὸς τὸ Μοναστήριον ΦΑΡΜΑΚΕΙΟΝ Α. ΔΑΠΙΑΠΟΥΛΟΥ, διαψεύδομεν σήμερον, ὅτι, ὅτι σεσημειωμένα, εἰς τὸ φαρμακεῖον ἐδόθη ἄδεια, καὶ ὅτι δὲν ἔχει κανένα ἐκεῖ λογαριασμόν παρὰ τῇ Κυβερνήσει. xyxy=(411,541,618,644)
ministry-text: Εἰδοποιοῦνται οἱ ἐν τῷ ὑποβαλλόντων αἰτήσεις περὶ εἰσαγωγῆς των εἰς Δασοκομικὴν Σχολὴν Βυτίνης ἐκπληρώσαντες τὰς στρατιωτικὰς αὐτῶν ὑποχρεώσεις, δύνανται ἐντὸς ἑβδομάδος νὰ ὑποβάλωσιν εἰς τὸ καθ' ἡμᾶς Ὑπουργεῖον τὸ ἀτομικὸν βιβλιάριον. xyxy=(631,144,853,234)
column-3 xyxy=(625,70,860,2070)
memorial-text: Σήμερον Κυριακὴν 14 τρέχοντος καὶ ὥραν 10 καὶ 1/2 π. μ. τελεῖται ἐν τῷ Ἱερῷ ναῷ τοῦ Ἁγίου Γεωργίου Καρύτση ἀρχιερατικὸν μνημόσυνον ὑπὲρ τοῦ ΥΙΟΥ ΗΜΩΝ xyxy=(1039,1070,1293,1121)
headline-thymeli-2: ΟΙΚΟΤΡΟΦΕΙΟΝ ΟΙΚΟΓΕΝΕΙΑΚΟΝ xyxy=(1176,1946,1434,1963)
masthead-title: ΣΚΡΙΠ xyxy=(758,6,902,41)
headline-founded: ΙΔΡΥΘΕΝ ΤΩ 1905 xyxy=(454,841,575,856)
boarding-text: Τὸ Οἰκοτροφεῖον ἔχει 2 μόνον θέσεις κενὰς διὰ οἰκοτρόφους. Ἐγγραφαὶ γίνονται καθ' ἑκάστην. Ὁδὸς Ἠπειρωτικῆς Φυλῆς 10. xyxy=(1306,1195,1518,1246)
headline-kallithea: ΣΧΟΛΗ ΠΑΙΔΟΝΟΜΩΝ ΚΑΛΛΙΘΕΑΣ xyxy=(220,1825,540,1883)
notice-text: (Ἐκ τοῦ Γραφείου τῆς Διευθύνσεως) xyxy=(1306,529,1491,541)
headline-national: ΕΘΝΙΚΟΝ xyxy=(663,1048,821,1084)
article-text: Ἦτο ἡ ἀρχὴ τῆς Γερμανίας, ὅπως αὕτη ἐπὶ παλαιοῦ ἐθρέψατο αὐτὴν εἰς τὸν θεμελιώδη ἀπὸ τοῦ μεγάλου πολέμου, μετὰ τῶν ὁποίων ἡ Γερμανία δὲν εἶχεν εἰρηνικὰς προθέσεις, ἀλλὰ ἁπλῶς τὴν ἐξουσίαν ἐφ' ὅλου τοῦ κόσμου καὶ τὴν ἐκ τούτου πρόοδον ἐπὶ τῇ ἀπαρτίσει ἑνὸς μεγάλου ἐμπορικοῦ ναυτικοῦ ἐν ὁρίῳ καὶ τὴν πρόοδον τῶν Γερμανικῶν κτήσεων. xyxy=(141,728,398,837)
memorial-text: Παρακαλοῦμεν τοὺς τιμῶντας τὴν μνήμην του ὅπως εὐαρεστηθῶσι νὰ παρευρεθῶσι. xyxy=(1039,1147,1293,1172)
headline-military: Η ΣΤΡΑΤΙΩΤ. ΥΠΟΧΡΕΩΣΙΣ xyxy=(1064,847,1269,864)
notice-text: Ἀναχωρήσεις ἐξ Ἀθηνῶν 4.10, 5.5, 5.55, 6.40, 7.25, 8.20, 9.10. xyxy=(1306,500,1518,525)
headline-military-2: ΤΩΝ ΑΠΑΛΛΑΓΕΝΤΩΝ xyxy=(1094,868,1239,883)
ministry-text: Ὁ διαγωνισμὸς ἐνεργηθήσεται ἐν Ἀθήναις τῇ 20 Ὀκτωβρίου ἐ. ἔ. ἡμέραν Δευτέραν, καὶ ὥραν 9 π. μ. ἐν τῷ καταστήματι τοῦ Ὑπουργείου κατὰ τὰς διατάξεις τοῦ ὡς ἄνω Βασιλικοῦ Διατάγματος. xyxy=(631,474,853,538)
route-item: Παρασκευὴν 8 μ. μ. κατ' εὐθεῖαν Χαλκίδα, Θεσσαλονίκην. xyxy=(411,1322,618,1347)
reply-text: Ἀνεκοινώθησαν χθὲς ἐπισήμως αἱ ἐπόμεναι πληροφορίαι περὶ τῆς Τουρκικῆς διαμαρτυρίας διὰ τὰ Μουσουλμανικὰ κτήματα τῆς Μακεδονίας καὶ περὶ τῆς ἀποδοθείσης πρὸς τὴν Τουρκίαν ἀπαντήσεως ἐκ μέρους τῆς Ἑλληνικῆς Κυβερνήσεως. xyxy=(866,233,1075,323)
masthead xyxy=(120,6,1540,66)
route-item: Τρίτην 8 μ. μ. Μονεμβασίαν, Κύθηρα, Ἀντικύθηρα, Ῥέθυμνον. xyxy=(411,1164,618,1189)
headline-wine-3: ΕΝ ΑΘΗΝΑΙΣ xyxy=(1370,884,1454,899)
headline-world: ΤΟΥ ΚΟΣΜΟΥ xyxy=(667,873,817,898)
divider xyxy=(1040,957,1293,959)
subcolumn-left xyxy=(866,671,1030,1366)
tenders-text: ΕΝΟΙΚΙΑΖΟΝΤΑΙ ἐπὶ τῶν ὁδῶν Ἀδριανοῦ καὶ Πανὸς Ἀρχαιοπωλεῖα καὶ πλευρῶν διαμερίσματα μετὰ 5 δωματίων. Πληροφορίαι παρὰ τῷ ἰδιοκτήτῃ Γρ. Μπαστάκη. xyxy=(866,1272,1030,1362)
history-text: Θεωρεῖ ὅμως καθῆκον τῆς νὰ μὴ ἀφήσῃ ἄνευ διαψεύσεως τὴν δημοσιευθεῖσαν τῇ 20 Σεπτεμβρίου εἰς διαφόρους ἐφημερίδας πληροφορίαν ὅτι δῆθεν ἡ ἱστορία τοῦ πολέμου δὲν θὰ ἐκδοθῇ. xyxy=(1306,189,1518,253)
route-item: Κυριακὴν 7 μ. μ. Λαύριον, Κύθνον, Σῦρον. xyxy=(411,1061,618,1086)
headline-dragatseion: ΔΡΑΓΑΤΣΕΙΟΝ xyxy=(141,1693,438,1737)
article-text: τοκράτορα, ἀλλὰ καὶ ὅλοι ἐκεῖνοι καὶ ἀποτελοῦν οὕτω ὁλόκληρον τὸν Γερμανικὸν λαόν, οἵτινες προσεδόκων τὴν ἐπιτυχίαν τοῦ. xyxy=(411,70,618,123)
kallithea-text: Δέκτι εἰς τὴν Α΄ τάξιν τῆς Σχολῆς τῶν Παιδονόμων, εἶναι νεάνιδες ἡλικίας 16—20 ἐτῶν, ἄριστης συμπεριφορᾶς ἔχουσαι καταλληλότητα διὰ τὴν καταγωγὴν τῶν Νηπίων καὶ ἐνδεικτικὸν ἀπολυτηρίου Γυμνασίου ἢ Ἀστικῆς Σχολῆς. xyxy=(141,1949,619,1987)
divider xyxy=(1306,727,1518,729)
